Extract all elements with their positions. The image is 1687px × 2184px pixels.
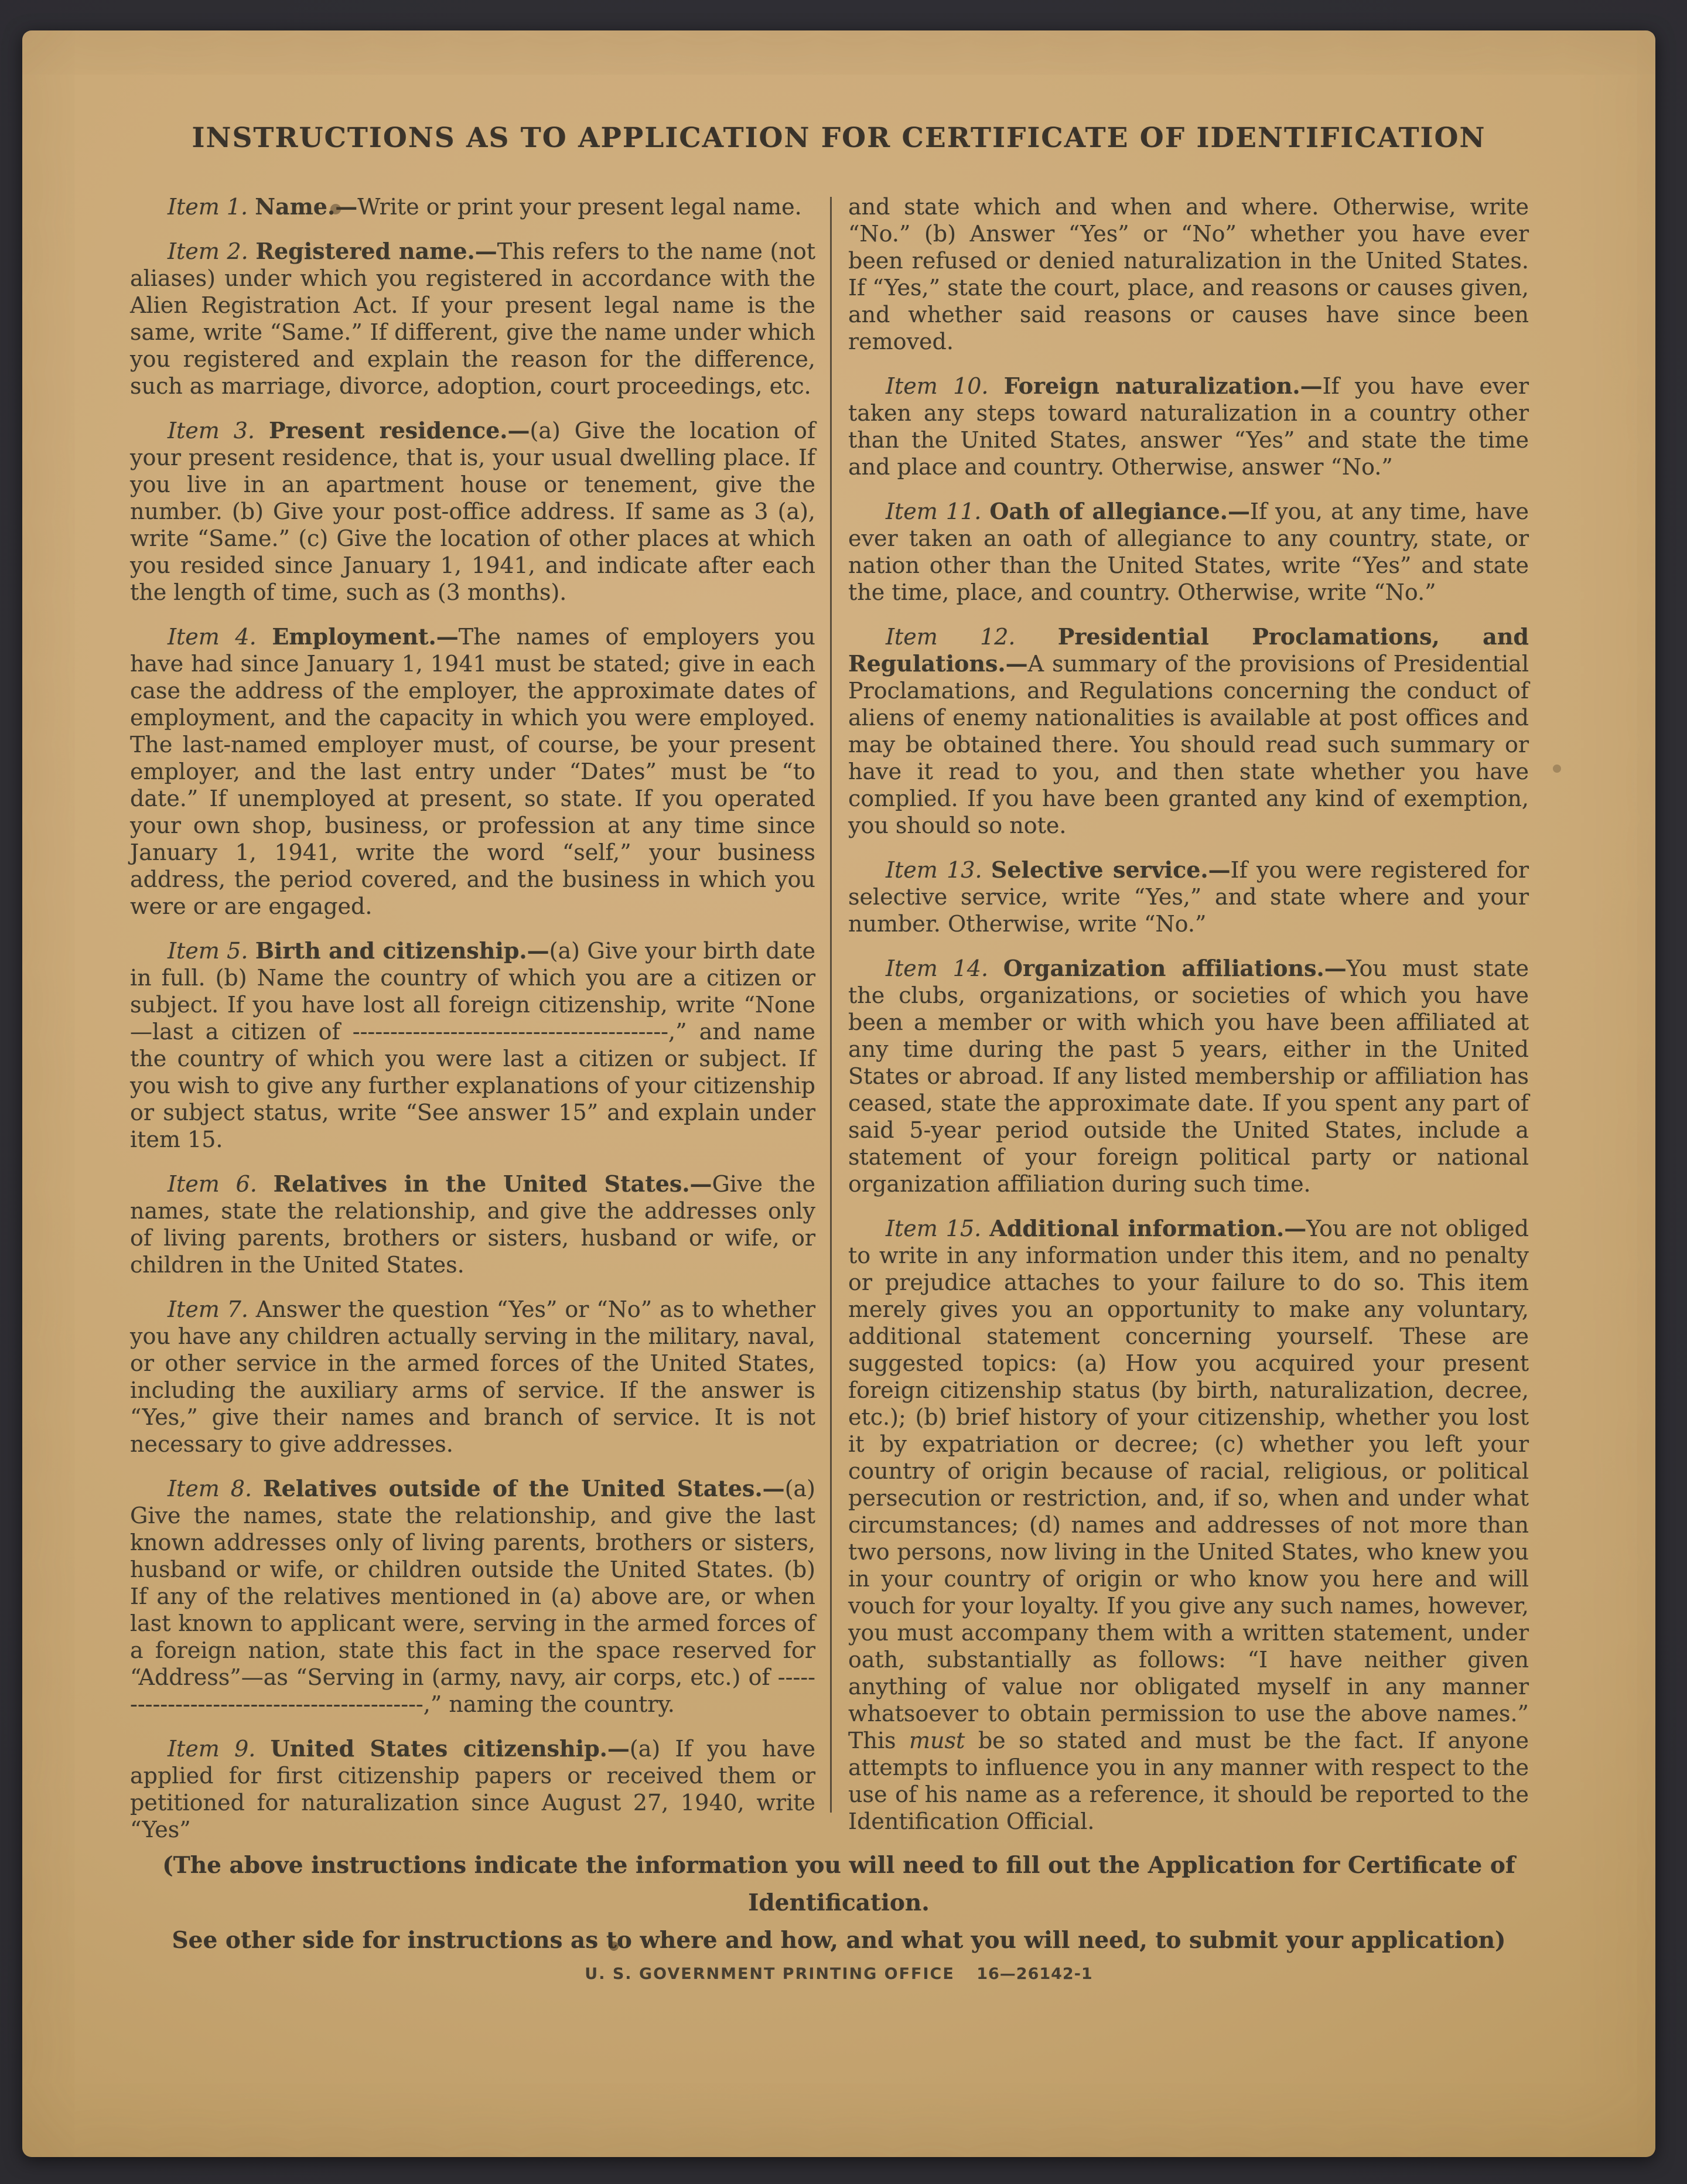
item-heading: Birth and citizenship.— [255,937,549,964]
paragraph [848,955,1529,1197]
column-left [130,193,815,1861]
body-text: (a) Give the names, state the relationship, and give the last known addresses only of living parents, brothers or sisters, husband or wife, or children outside the United States. (b) If any of the relatives mentioned in (a) above are, or when last known to applicant were, serving in the armed forces of a foreign nation, state this fact in the space reserved for “Address”—as “Serving in (army, navy, air corps, etc.) of --------------------------------------------,” naming the country. [130,1476,815,1717]
item-label: Item 2. [168,238,256,264]
body-text: (a) Give your birth date in full. (b) Name the country of which you are a citizen or subject. If you have lost all foreign citizenship, write “None—last a citizen of ------------------------------------------,” and name the country of which you were last a citizen or subject. If you wish to give any further explanations of your citizenship or subject status, write “See answer 15” and explain under item 15. [130,938,816,1152]
item-heading: Presidential Proclamations, and Regulations.— [848,623,1529,677]
paragraph [130,417,815,606]
body-text: The names of employers you have had since January 1, 1941 must be stated; give in each case the address of the employer, the approximate dates of employment, and the capacity in which you were employed. The last-named employer must, of course, be your present employer, and the last entry under “Dates” must be “to date.” If unemployed at present, so state. If you operated your own shop, business, or profession at any time since January 1, 1941, write the word “self,” your business address, the period covered, and the business in which you were or are engaged. [130,624,815,919]
paragraph [848,623,1529,839]
item-label: Item 12. [886,624,1058,650]
paper-stain [22,30,28,36]
printing-office-number: 16—26142-1 [976,1965,1093,1983]
item-heading: Relatives outside of the United States.— [263,1475,785,1502]
body-text: (a) If you have applied for first citizenship papers or received them or petitioned for naturalization since August 27, 1940, write “Yes” [130,1736,816,1842]
emphasized-text: must [909,1728,965,1753]
item-label: Item 10. [886,373,1004,399]
item-heading: Name.— [255,193,358,220]
item-heading: Oath of allegiance.— [989,498,1250,524]
printing-office-imprint [22,1965,1655,1983]
body-text: If you have ever taken any steps toward naturalization in a country other than the United States, answer “Yes” and state the time and place and country. Otherwise, answer “No.” [848,373,1529,480]
printing-office-name: U. S. GOVERNMENT PRINTING OFFICE [585,1965,955,1983]
paragraph [848,373,1529,480]
body-text: You must state the clubs, organizations, or societies of which you have been a member or with which you have been affiliated at any time during the past 5 years, either in the United States or abroad. If any listed membership or affiliation has ceased, state the approximate date. If you spent any part of said 5-year period outside the United States, include a statement of your foreign political party or national organization affiliation during such time. [848,955,1529,1197]
paragraph [848,498,1529,606]
item-heading: Additional information.— [989,1215,1307,1241]
item-label: Item 3. [168,418,269,443]
paragraph [848,193,1529,355]
footer-note-line1: (The above instructions indicate the information you will need to fill out the Application for Certificate of Identification. [162,1852,1515,1916]
item-label: Item 11. [886,499,990,524]
item-heading: Registered name.— [255,238,497,264]
footer-note [84,1847,1593,1959]
item-label: Item 13. [886,857,991,883]
body-text: (a) Give the location of your present residence, that is, your usual dwelling place. If you live in an apartment house or tenement, give the number. (b) Give your post-office address. If same as 3 (a), write “Same.” (c) Give the location of other places at which you resided since January 1, 1941, and indicate after each the length of time, such as (3 months). [130,418,816,605]
body-text: You are not obliged to write in any information under this item, and no penalty or prejudice attaches to your failure to do so. This item merely gives you an opportunity to make any voluntary, additional statement concerning yourself. These are suggested topics: (a) How you acquired your present foreign citizenship status (by birth, naturalization, decree, etc.); (b) brief history of your citizenship, whether you lost it by expatriation or decree; (c) whether you left your country of origin because of racial, religious, or political persecution or restriction, and, if so, when and under what circumstances; (d) names and addresses of not more than two persons, now living in the United States, who knew you in your country of origin or who know you here and will vouch for your loyalty. If you give any such names, however, you must accompany them with a written statement, under oath, substantially as follows: “I have neither given anything of value nor obligated myself in any manner whatsoever to obtain permission to use the above names.” This [848,1216,1529,1753]
paragraph [130,1735,815,1843]
item-heading: Organization affiliations.— [1003,955,1347,981]
item-label: Item 4. [168,624,272,650]
item-label: Item 5. [168,938,255,964]
body-text: Answer the question “Yes” or “No” as to whether you have any children actually serving in the military, naval, or other service in the armed forces of the United States, including the auxiliary arms of service. If the answer is “Yes,” give their names and branch of service. It is not necessary to give addresses. [130,1296,815,1457]
item-heading: Relatives in the United States.— [273,1171,712,1197]
item-heading: Employment.— [272,623,459,650]
column-divider [830,197,832,1813]
item-label: Item 9. [168,1736,271,1762]
paragraph [130,1171,815,1278]
item-heading: Present residence.— [268,417,530,443]
item-heading: United States citizenship.— [270,1735,630,1762]
paragraph [130,1296,815,1458]
body-text: Write or print your present legal name. [357,194,802,220]
paragraph [130,193,815,220]
column-right [848,193,1529,1852]
body-text: This refers to the name (not aliases) under which you registered in accordance with the Alien Registration Act. If your present legal name is the same, write “Same.” If different, give the name under which you registered and explain the reason for the difference, such as marriage, divorce, adoption, court proceedings, etc. [130,238,815,399]
item-label: Item 8. [168,1476,263,1502]
item-label: Item 1. [168,194,255,220]
paragraph [130,623,815,920]
paragraph [130,1475,815,1718]
body-text: and state which and when and where. Otherwise, write “No.” (b) Answer “Yes” or “No” whether you have ever been refused or denied naturalization in the United States. If “Yes,” state the court, place, and reasons or causes given, and whether said reasons or causes have since been removed. [848,194,1529,354]
body-text: A summary of the provisions of Presidential Proclamations, and Regulations concerning the conduct of aliens of enemy nationalities is available at post offices and may be obtained there. You should read such summary or have it read to you, and then state whether you have complied. If you have been granted any kind of exemption, you should so note. [848,651,1529,838]
item-label: Item 7. [168,1296,256,1322]
document-page [22,30,1655,2157]
item-label: Item 15. [886,1216,990,1241]
footer-note-line2: See other side for instructions as to where and how, and what you will need, to submit your application) [172,1927,1506,1954]
paragraph [130,238,815,400]
paragraph [848,856,1529,937]
paragraph [848,1215,1529,1835]
item-heading: Selective service.— [991,856,1231,883]
body-text: If you, at any time, have ever taken an oath of allegiance to any country, state, or nation other than the United States, write “Yes” and state the time, place, and country. Otherwise, write “No.” [848,499,1529,605]
body-text: Give the names, state the relationship, and give the addresses only of living parents, brothers or sisters, husband or wife, or children in the United States. [130,1171,816,1278]
item-label: Item 14. [886,955,1003,981]
paragraph [130,937,815,1153]
body-text: If you were registered for selective service, write “Yes,” and state where and your number. Otherwise, write “No.” [848,857,1529,937]
body-text: be so stated and must be the fact. If anyone attempts to influence you in any manner with respect to the use of his name as a reference, it should be reported to the Identification Official. [848,1728,1529,1834]
item-heading: Foreign naturalization.— [1003,373,1323,399]
page-title: INSTRUCTIONS AS TO APPLICATION FOR CERTIFICATE OF IDENTIFICATION [192,122,1486,154]
item-label: Item 6. [168,1171,274,1197]
